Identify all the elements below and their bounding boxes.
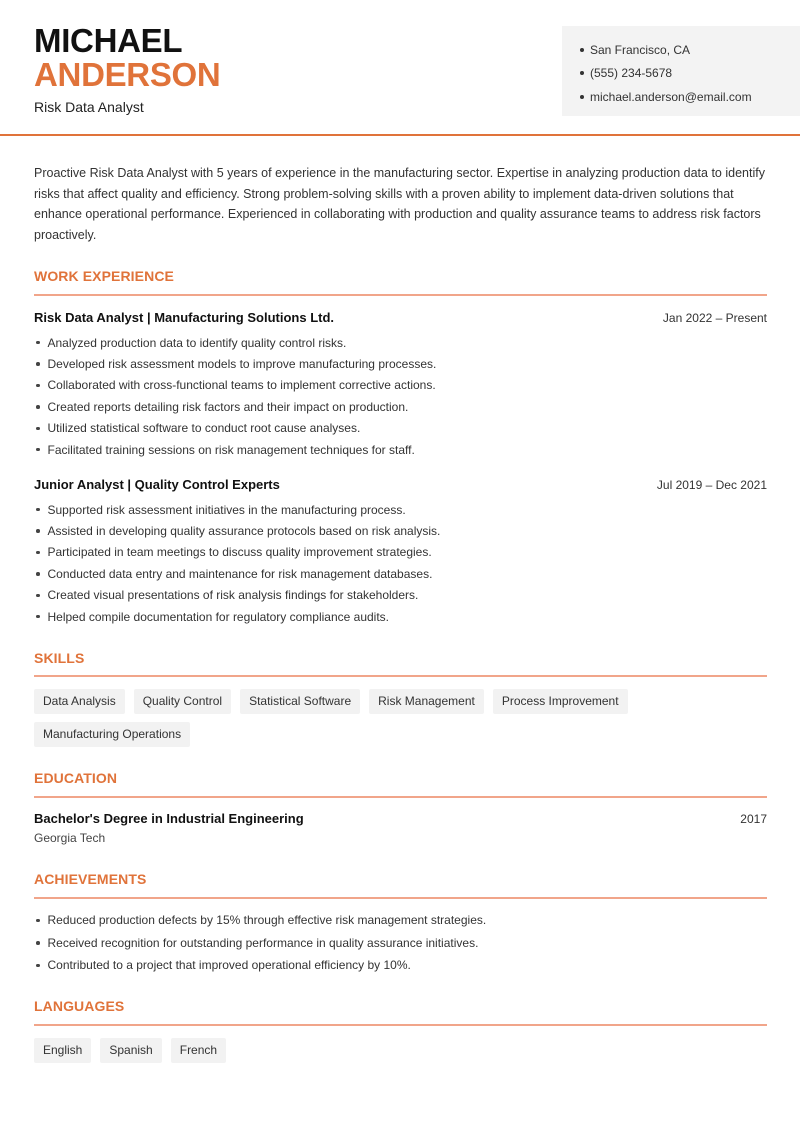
skill-tag: Quality Control (134, 689, 231, 714)
bullet-icon (580, 95, 584, 99)
achievements-list (34, 909, 767, 977)
language-tags (34, 1038, 767, 1063)
list-item: Reduced production defects by 15% through effective risk management strategies. (34, 909, 767, 932)
list-item: Supported risk assessment initiatives in the manufacturing process. (34, 499, 767, 520)
bullet-icon (36, 572, 40, 576)
bullet-icon (36, 341, 40, 345)
list-item: Analyzed production data to identify quality control risks. (34, 332, 767, 353)
education-degree: Bachelor's Degree in Industrial Engineering (34, 811, 304, 826)
section-divider (34, 796, 767, 798)
list-item: Received recognition for outstanding performance in quality assurance initiatives. (34, 932, 767, 955)
section-divider (34, 1024, 767, 1026)
resume-header (0, 0, 800, 136)
list-item: Collaborated with cross-functional teams to implement corrective actions. (34, 375, 767, 396)
job-dates: Jul 2019 – Dec 2021 (656, 478, 767, 492)
bullet-icon (36, 384, 40, 388)
bullet-icon (580, 48, 584, 52)
bullet-icon (36, 919, 40, 923)
job-header-2 (34, 477, 767, 492)
location-text: San Francisco, CA (590, 42, 691, 57)
job-title: Risk Data Analyst (34, 99, 144, 115)
first-name: MICHAEL (34, 22, 183, 59)
contact-location (580, 38, 800, 62)
job-bullets-1 (34, 332, 767, 460)
language-tag: French (171, 1038, 226, 1063)
skills-tags (34, 689, 767, 747)
list-item: Created reports detailing risk factors and their impact on production. (34, 396, 767, 417)
bullet-icon (580, 71, 584, 75)
skill-tag: Process Improvement (493, 689, 628, 714)
skill-tag: Statistical Software (240, 689, 360, 714)
bullet-icon (36, 551, 40, 555)
job-role: Risk Data Analyst | Manufacturing Solutions Ltd. (34, 310, 335, 325)
education-header (34, 811, 767, 826)
contact-box (562, 26, 800, 116)
list-item: Created visual presentations of risk analysis findings for stakeholders. (34, 585, 767, 606)
bullet-icon (36, 529, 40, 533)
job-role: Junior Analyst | Quality Control Experts (34, 477, 280, 492)
bullet-icon (36, 964, 40, 968)
bullet-icon (36, 941, 40, 945)
contact-phone (580, 62, 800, 86)
email-link[interactable]: michael.anderson@email.com (590, 89, 752, 104)
section-title-skills: SKILLS (34, 650, 85, 666)
skill-tag: Data Analysis (34, 689, 125, 714)
skill-tag: Manufacturing Operations (34, 722, 190, 747)
profile-summary: Proactive Risk Data Analyst with 5 years of experience in the manufacturing sector. Expertise in analyzing production data to identify risks that affect quality and efficiency. Strong problem-solving skills with a proven ability to implement data-driven solutions that enhance operational performance. Experienced in collaborating with production and quality assurance teams to address risk factors proactively. (34, 166, 765, 243)
candidate-name (34, 24, 220, 92)
last-name: ANDERSON (34, 56, 221, 93)
language-tag: Spanish (100, 1038, 161, 1063)
bullet-icon (36, 615, 40, 619)
section-title-education: EDUCATION (34, 770, 118, 786)
job-header-1 (34, 310, 767, 325)
list-item: Helped compile documentation for regulatory compliance audits. (34, 606, 767, 627)
language-tag: English (34, 1038, 91, 1063)
bullet-icon (36, 448, 40, 452)
list-item: Participated in team meetings to discuss quality improvement strategies. (34, 542, 767, 563)
bullet-icon (36, 362, 40, 366)
list-item: Conducted data entry and maintenance for risk management databases. (34, 563, 767, 584)
list-item: Utilized statistical software to conduct root cause analyses. (34, 418, 767, 439)
section-title-achievements: ACHIEVEMENTS (34, 871, 147, 887)
bullet-icon (36, 594, 40, 598)
section-title-work-experience: WORK EXPERIENCE (34, 268, 174, 284)
education-school: Georgia Tech (34, 831, 106, 845)
list-item: Assisted in developing quality assurance protocols based on risk analysis. (34, 520, 767, 541)
skill-tag: Risk Management (369, 689, 484, 714)
section-title-languages: LANGUAGES (34, 998, 125, 1014)
section-divider (34, 897, 767, 899)
list-item: Facilitated training sessions on risk management techniques for staff. (34, 439, 767, 460)
job-dates: Jan 2022 – Present (662, 311, 767, 325)
bullet-icon (36, 427, 40, 431)
phone-text: (555) 234-5678 (590, 66, 673, 81)
list-item: Developed risk assessment models to improve manufacturing processes. (34, 353, 767, 374)
job-bullets-2 (34, 499, 767, 627)
list-item: Contributed to a project that improved operational efficiency by 10%. (34, 954, 767, 977)
contact-email[interactable] (580, 85, 800, 109)
section-divider (34, 675, 767, 677)
bullet-icon (36, 405, 40, 409)
bullet-icon (36, 508, 40, 512)
section-divider (34, 294, 767, 296)
education-year: 2017 (740, 812, 767, 826)
